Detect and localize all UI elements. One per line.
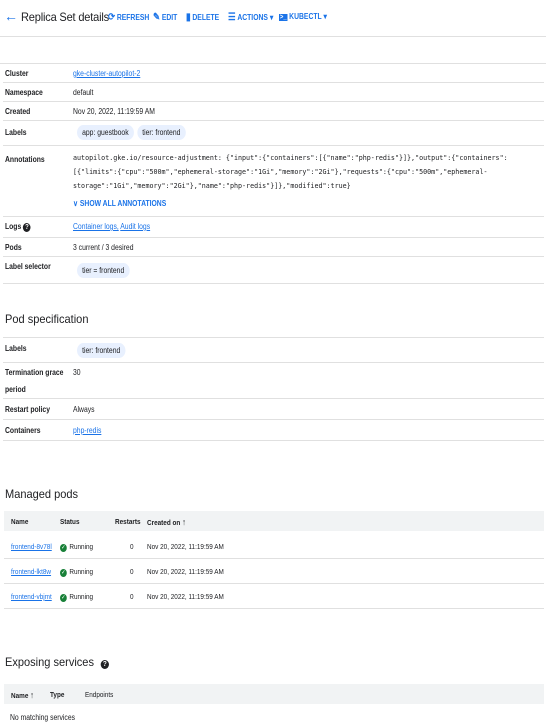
check-circle-icon: ✓: [61, 545, 66, 551]
pods-value: 3 current / 3 desired: [73, 243, 134, 252]
container-link[interactable]: php-redis: [73, 426, 102, 435]
pod-name-link[interactable]: frontend-8v78l: [11, 542, 52, 551]
annotations-value: autopilot.gke.io/resource-adjustment: {"input":{"containers":[{"name":"php-redis"}]},"output":{"containers":[{"limits":{"cpu":"500m","ephemeral-storage":"1Gi","memory":"2Gi"},"requests":{"cpu":"500m","ephemeral-storage":"1Gi","memory":"2Gi"},"name":"php-redis"}]},"modified":true}: [73, 153, 508, 190]
sort-ascending-icon: ↑: [182, 517, 186, 527]
detail-label: Termination grace: [5, 368, 64, 377]
created-value: Nov 20, 2022, 11:19:59 AM: [73, 107, 155, 116]
container-logs-link[interactable]: Container logs,: [73, 222, 119, 231]
table-row: [4, 534, 544, 559]
managed-pods-header: [4, 511, 544, 531]
label-chip: app: guestbook: [77, 125, 134, 140]
column-header-endpoints: Endpoints: [85, 690, 114, 699]
page-title: Replica Set details: [21, 10, 109, 24]
status-cell: ✓ Running: [61, 542, 94, 551]
detail-label: Labels: [5, 128, 27, 137]
selector-chips: [77, 263, 133, 278]
detail-label: Containers: [5, 426, 41, 435]
detail-row-labels: [3, 121, 544, 146]
labels-chips: [77, 125, 189, 140]
column-header-status[interactable]: Status: [60, 517, 80, 526]
table-row: [4, 584, 544, 609]
detail-row-logs: [3, 217, 544, 238]
restarts-cell: 0: [130, 542, 134, 551]
detail-label: Cluster: [5, 69, 29, 78]
pod-spec-row-containers: [3, 420, 544, 441]
terminal-icon: >_: [279, 14, 287, 21]
created-cell: Nov 20, 2022, 11:19:59 AM: [147, 592, 224, 601]
column-header-restarts[interactable]: Restarts: [115, 517, 141, 526]
refresh-icon: ⟳: [108, 12, 116, 23]
pod-labels-chips: [77, 343, 129, 358]
column-header-name[interactable]: Name: [11, 517, 29, 526]
detail-label: period: [5, 385, 26, 394]
refresh-button[interactable]: ⟳ REFRESH: [108, 12, 150, 23]
grace-value: 30: [73, 368, 81, 377]
restarts-cell: 0: [130, 592, 134, 601]
help-icon[interactable]: ?: [101, 660, 109, 669]
namespace-value: default: [73, 88, 94, 97]
detail-label: Created: [5, 107, 31, 116]
pod-spec-row-labels: [3, 337, 544, 363]
pod-name-link[interactable]: frontend-lkt8w: [11, 567, 52, 576]
detail-row-annotations: [3, 146, 544, 217]
check-circle-icon: ✓: [61, 570, 66, 576]
column-header-created[interactable]: Created on ↑: [147, 517, 186, 527]
created-cell: Nov 20, 2022, 11:19:59 AM: [147, 542, 224, 551]
pencil-icon: ✎: [153, 12, 161, 23]
detail-label: Namespace: [5, 88, 43, 97]
status-cell: ✓ Running: [61, 592, 94, 601]
detail-label: Annotations: [5, 155, 45, 164]
tab-strip: [0, 37, 546, 64]
delete-button[interactable]: ▮ DELETE: [186, 12, 220, 23]
pod-spec-row-restart: [3, 399, 544, 420]
pod-spec-row-grace: [3, 362, 544, 399]
actions-menu-button[interactable]: ☰ ACTIONS ▾: [228, 12, 274, 23]
pod-name-link[interactable]: frontend-vbjmt: [11, 592, 52, 601]
list-icon: ☰: [228, 12, 236, 23]
chevron-down-icon: ∨: [73, 199, 78, 208]
exposing-services-heading: Exposing services ?: [5, 655, 109, 669]
check-circle-icon: ✓: [61, 595, 66, 601]
dropdown-caret-icon: ▾: [269, 13, 274, 22]
label-chip: tier: frontend: [77, 343, 125, 358]
detail-row-cluster: [3, 64, 544, 83]
detail-row-namespace: [3, 83, 544, 102]
detail-label: Logs ?: [5, 222, 31, 232]
detail-row-label-selector: [3, 257, 544, 284]
detail-label: Pods: [5, 243, 22, 252]
toolbar: [0, 0, 546, 37]
pod-spec-heading: Pod specification: [5, 312, 89, 326]
label-chip: tier: frontend: [137, 125, 185, 140]
trash-icon: ▮: [186, 12, 191, 23]
dropdown-caret-icon: ▾: [323, 12, 327, 21]
audit-logs-link[interactable]: Audit logs: [120, 222, 151, 231]
restarts-cell: 0: [130, 567, 134, 576]
created-cell: Nov 20, 2022, 11:19:59 AM: [147, 567, 224, 576]
column-header-type[interactable]: Type: [50, 690, 65, 699]
restart-value: Always: [73, 405, 95, 414]
cluster-link[interactable]: gke-cluster-autopilot-2: [73, 69, 141, 78]
empty-state-text: No matching services: [10, 713, 76, 722]
edit-button[interactable]: ✎ EDIT: [153, 12, 178, 23]
back-arrow-icon[interactable]: ←: [4, 8, 18, 24]
column-header-name[interactable]: Name ↑: [11, 690, 34, 700]
help-icon[interactable]: ?: [23, 223, 31, 232]
managed-pods-heading: Managed pods: [5, 487, 79, 501]
detail-label: Labels: [5, 344, 27, 353]
sort-ascending-icon: ↑: [30, 690, 34, 700]
detail-row-created: [3, 102, 544, 121]
exposing-services-header: [4, 684, 544, 704]
detail-label: Restart policy: [5, 405, 50, 414]
detail-row-pods: [3, 238, 544, 257]
status-cell: ✓ Running: [61, 567, 94, 576]
detail-label: Label selector: [5, 262, 51, 271]
kubectl-menu-button[interactable]: >_ KUBECTL ▾: [279, 12, 327, 21]
logs-links: [73, 222, 150, 231]
selector-chip: tier = frontend: [77, 263, 129, 278]
table-row: [4, 559, 544, 584]
show-all-annotations-button[interactable]: ∨ SHOW ALL ANNOTATIONS: [73, 199, 167, 208]
